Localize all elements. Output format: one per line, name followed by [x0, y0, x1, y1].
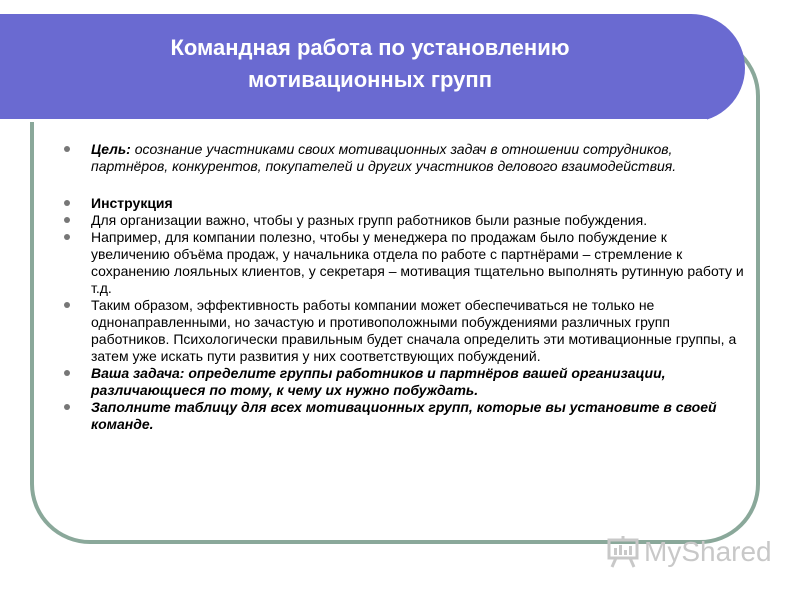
- table-instruction-text: Заполните таблицу для всех мотивационных групп, которые вы установите в своей команде.: [91, 399, 717, 432]
- title-underline: [0, 119, 707, 122]
- goal-label: Цель:: [91, 141, 131, 157]
- bullet-icon: [64, 404, 70, 410]
- watermark: [606, 534, 776, 570]
- bullet-icon: [64, 200, 70, 206]
- title-line-2: мотивационных групп: [248, 67, 492, 92]
- list-item-text: Для организации важно, чтобы у разных групп работников были разные побуждения.: [91, 212, 648, 228]
- bullet-icon: [64, 370, 70, 376]
- list-item-task: [64, 365, 744, 399]
- task-text: Ваша задача: определите группы работников и партнёров вашей организации, различающиеся по тому, к чему их нужно побуждать.: [91, 365, 666, 398]
- list-item-text: Таким образом, эффективность работы компании может обеспечиваться не только не однонаправленными, но зачастую и противоположными побуждениями различных групп работников. Психологически правильным будет сначала определить эти мотивационные группы, а затем уже искать пути развития у них соответствующих побуждений.: [91, 297, 737, 364]
- list-item: [64, 229, 744, 297]
- list-item-table: [64, 399, 744, 433]
- goal-text: осознание участниками своих мотивационных задач в отношении сотрудников, партнёров, конкурентов, покупателей и других участников делового взаимодействия.: [91, 141, 677, 174]
- bullet-icon: [64, 146, 70, 152]
- presentation-board-icon: [606, 536, 640, 568]
- bullet-icon: [64, 302, 70, 308]
- bullet-icon: [64, 234, 70, 240]
- instruction-heading: Инструкция: [91, 195, 173, 211]
- slide-title: [0, 32, 740, 96]
- list-item-instruction: [64, 195, 744, 212]
- list-item-goal: [64, 141, 744, 175]
- list-item: [64, 297, 744, 365]
- bullet-list: [64, 141, 744, 433]
- list-item: [64, 212, 744, 229]
- list-item-text: Например, для компании полезно, чтобы у менеджера по продажам было побуждение к увеличению объёма продаж, у начальника отдела по работе с партнёрами – стремление к сохранению лояльных клиентов, у секретаря – мотивация тщательно выполнять рутинную работу и т.д.: [91, 229, 744, 296]
- title-banner: [0, 14, 745, 122]
- watermark-text: MyShared: [644, 536, 772, 567]
- bullet-icon: [64, 217, 70, 223]
- title-line-1: Командная работа по установлению: [170, 35, 570, 60]
